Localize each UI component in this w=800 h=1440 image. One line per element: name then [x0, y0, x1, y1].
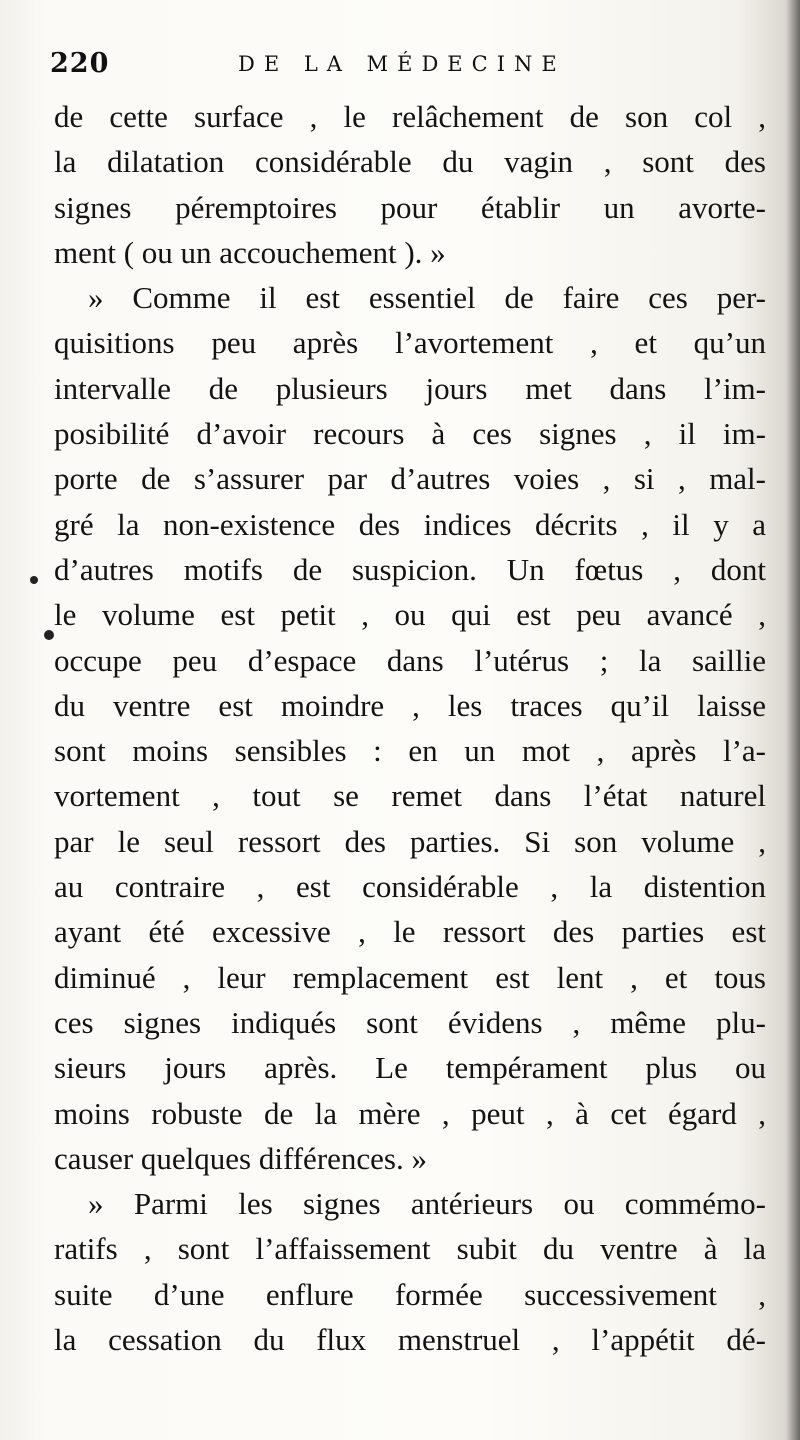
text-line: au contraire , est considérable , la distention [54, 869, 766, 905]
text-line: la dilatation considérable du vagin , sont des [54, 144, 766, 180]
text-line: par le seul ressort des parties. Si son volume , [54, 823, 766, 859]
page-number: 220 [50, 48, 110, 79]
text-line: ces signes indiqués sont évidens , même plu- [54, 1004, 766, 1040]
text-line: posibilité d’avoir recours à ces signes , il im- [54, 416, 766, 452]
text-line: le volume est petit , ou qui est peu avancé , [54, 597, 766, 633]
text-line: diminué , leur remplacement est lent , et tous [54, 959, 766, 995]
text-line: » Comme il est essentiel de faire ces per- [88, 280, 766, 316]
text-line: moins robuste de la mère , peut , à cet égard , [54, 1095, 766, 1131]
ink-speck [30, 576, 38, 584]
text-line: vortement , tout se remet dans l’état naturel [54, 778, 766, 814]
text-line: de cette surface , le relâchement de son col , [54, 99, 766, 134]
text-line: » Parmi les signes antérieurs ou commémo- [88, 1186, 766, 1222]
text-line: signes péremptoires pour établir un avorte- [54, 189, 766, 225]
text-line: intervalle de plusieurs jours met dans l’im- [54, 370, 766, 406]
text-line: quisitions peu après l’avortement , et qu’un [54, 325, 766, 361]
page-header [50, 44, 750, 88]
text-line: du ventre est moindre , les traces qu’il laisse [54, 687, 766, 723]
text-line: suite d’une enflure formée successivement , [54, 1276, 766, 1312]
text-line: gré la non-existence des indices décrits , il y a [54, 506, 766, 542]
text-line: porte de s’assurer par d’autres voies , si , mal- [54, 461, 766, 497]
text-line: sont moins sensibles : en un mot , après l’a- [54, 733, 766, 769]
text-line: occupe peu d’espace dans l’utérus ; la saillie [54, 642, 766, 678]
text-line: ment ( ou un accouchement ). » [54, 234, 446, 270]
text-line: sieurs jours après. Le tempérament plus ou [54, 1050, 766, 1086]
text-line: causer quelques différences. » [54, 1140, 427, 1176]
running-title: DE LA MÉDECINE [238, 52, 566, 76]
ink-speck [44, 630, 54, 640]
text-line: d’autres motifs de suspicion. Un fœtus , dont [54, 551, 766, 587]
text-line: la cessation du flux menstruel , l’appétit dé- [54, 1322, 766, 1358]
page-edge-shadow [786, 0, 800, 1440]
text-line: ratifs , sont l’affaissement subit du ventre à la [54, 1231, 766, 1267]
text-line: ayant été excessive , le ressort des parties est [54, 914, 766, 950]
body-text [54, 94, 766, 1362]
